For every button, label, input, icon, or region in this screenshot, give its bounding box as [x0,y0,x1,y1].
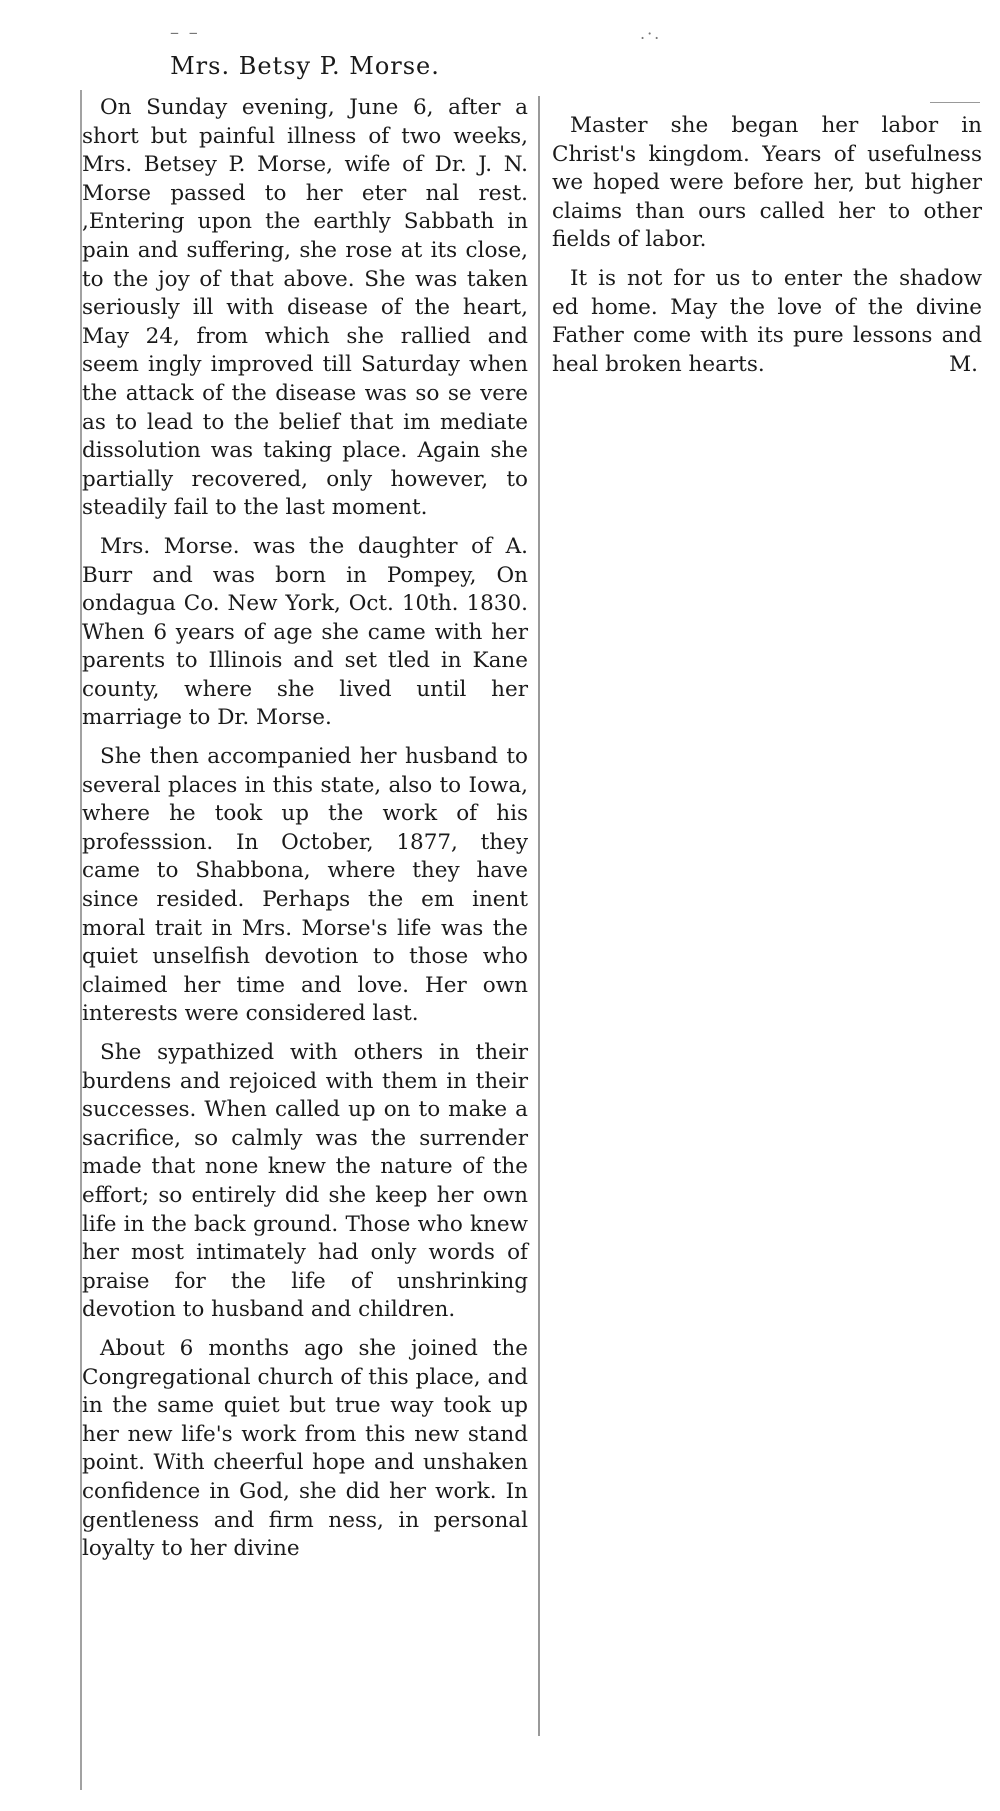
paragraph-5: About 6 months ago she joined the Congregational church of this place, and in the same quiet but true way took up her new life's work from this new stand point. With cheerful hope and unshaken confidence in God, she did her work. In gentleness and firm ness, in personal loyalty to her divine [82,1335,528,1562]
left-column [82,94,528,1574]
paragraph-1: On Sunday evening, June 6, after a short but painful illness of two weeks, Mrs. Betsey P. Morse, wife of Dr. J. N. Morse passed to her eter nal rest. ,Entering upon the earthly Sabbath in pain and suffering, she rose at its close, to the joy of that above. She was taken seriously ill with disease of the heart, May 24, from which she rallied and seem ingly improved till Saturday when the attack of the disease was so se vere as to lead to the belief that im mediate dissolution was taking place. Again she partially recovered, only however, to steadily fail to the last moment. [82,95,528,521]
paragraph-4: She sypathized with others in their burdens and rejoiced with them in their successes. When called up on to make a sacrifice, so calmly was the surrender made that none knew the nature of the effort; so entirely did she keep her own life in the back ground. Those who knew her most intimately had only words of praise for the life of unshrinking devotion to husband and children. [82,1040,528,1323]
top-dash-mark: – – [170,22,200,43]
paragraph-2: Mrs. Morse. was the daughter of A. Burr and was born in Pompey, On ondagua Co. New York, Oct. 10th. 1830. When 6 years of age she came with her parents to Illinois and set tled in Kane county, where she lived until her marriage to Dr. Morse. [82,533,528,731]
right-column [552,112,982,389]
paragraph-6: Master she began her labor in Christ's kingdom. Years of usefulness we hoped were before her, but higher claims than ours called her to other fields of labor. [552,113,982,253]
top-corner-mark: .·. [640,24,662,43]
paragraph-7-text: It is not for us to enter the shadow ed home. May the love of the divine Father come with its pure lessons and heal broken hearts. [552,265,982,377]
obituary-title: Mrs. Betsy P. Morse. [170,52,440,80]
paragraph-3: She then accompanied her husband to several places in this state, also to Iowa, where he took up the work of his professsion. In October, 1877, they came to Shabbona, where they have since resided. Perhaps the em inent moral trait in Mrs. Morse's life was the quiet unselfish devotion to those who claimed her time and love. Her own interests were considered last. [82,744,528,1027]
column-divider-rule [538,96,540,1736]
right-top-rule [930,102,980,103]
signature: M. [949,351,978,377]
paragraph-7 [552,265,982,379]
